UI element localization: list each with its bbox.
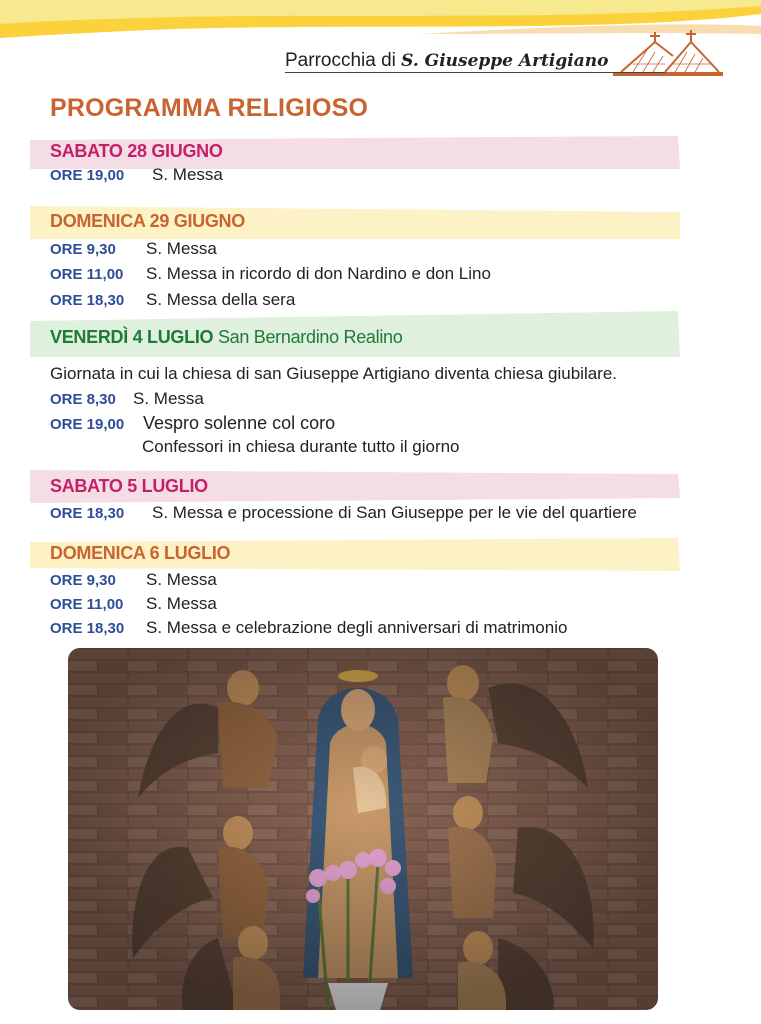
day-label: SABATO 5 LUGLIO xyxy=(50,476,208,496)
schedule-row xyxy=(50,503,637,523)
event-desc: S. Messa della sera xyxy=(146,290,296,309)
schedule-row xyxy=(50,594,217,614)
church-logo-icon xyxy=(613,28,723,76)
event-desc: S. Messa xyxy=(146,594,217,613)
day-label xyxy=(50,327,402,348)
event-desc: S. Messa in ricordo di don Nardino e don Lino xyxy=(146,264,491,283)
schedule-row xyxy=(50,413,335,434)
madonna-sculpture-photo xyxy=(68,648,658,1010)
schedule-row xyxy=(50,239,217,259)
schedule-row xyxy=(50,570,217,590)
time-label: ORE 8,30 xyxy=(50,391,116,408)
time-label: ORE 18,30 xyxy=(50,505,125,522)
day-date: VENERDÌ 4 LUGLIO xyxy=(50,327,214,347)
day-saint: San Bernardino Realino xyxy=(217,327,403,347)
parish-name xyxy=(285,50,608,72)
time-label: ORE 18,30 xyxy=(50,292,125,309)
event-desc: S. Messa e celebrazione degli anniversari di matrimonio xyxy=(146,618,568,637)
day-header-domenica-29 xyxy=(30,206,680,239)
day-label: DOMENICA 6 LUGLIO xyxy=(50,543,231,563)
schedule-row xyxy=(50,618,567,638)
schedule-row xyxy=(50,290,295,310)
page-title: PROGRAMMA RELIGIOSO xyxy=(50,94,369,122)
day-header-domenica-6 xyxy=(30,538,680,571)
madonna-sculpture-image xyxy=(68,648,658,1010)
time-label: ORE 11,00 xyxy=(50,596,124,613)
time-label: ORE 9,30 xyxy=(50,572,116,589)
event-desc: S. Messa e processione di San Giuseppe per le vie del quartiere xyxy=(152,503,637,522)
day-header-venerdi-4 xyxy=(30,311,680,357)
day-header-sabato-5 xyxy=(30,470,680,503)
time-label: ORE 11,00 xyxy=(50,266,124,283)
day-label: DOMENICA 29 GIUGNO xyxy=(50,211,245,231)
event-desc: S. Messa xyxy=(152,165,223,184)
jubilee-note: Giornata in cui la chiesa di san Giuseppe Artigiano diventa chiesa giubilare. xyxy=(50,364,618,383)
parish-prefix: Parrocchia di xyxy=(285,50,396,71)
time-label: ORE 18,30 xyxy=(50,620,125,637)
schedule-row xyxy=(50,165,223,185)
event-desc: S. Messa xyxy=(146,239,217,258)
confessors-note: Confessori in chiesa durante tutto il giorno xyxy=(142,437,460,456)
header-divider xyxy=(285,72,665,73)
event-desc: Vespro solenne col coro xyxy=(143,413,336,433)
schedule-row xyxy=(50,264,491,284)
event-desc: S. Messa xyxy=(146,570,217,589)
time-label: ORE 9,30 xyxy=(50,241,116,258)
event-desc: S. Messa xyxy=(133,389,204,408)
time-label: ORE 19,00 xyxy=(50,167,125,184)
schedule-row xyxy=(50,389,204,409)
day-label: SABATO 28 GIUGNO xyxy=(50,141,223,161)
time-label: ORE 19,00 xyxy=(50,416,125,433)
parish-saint: S. Giuseppe Artigiano xyxy=(401,51,609,71)
